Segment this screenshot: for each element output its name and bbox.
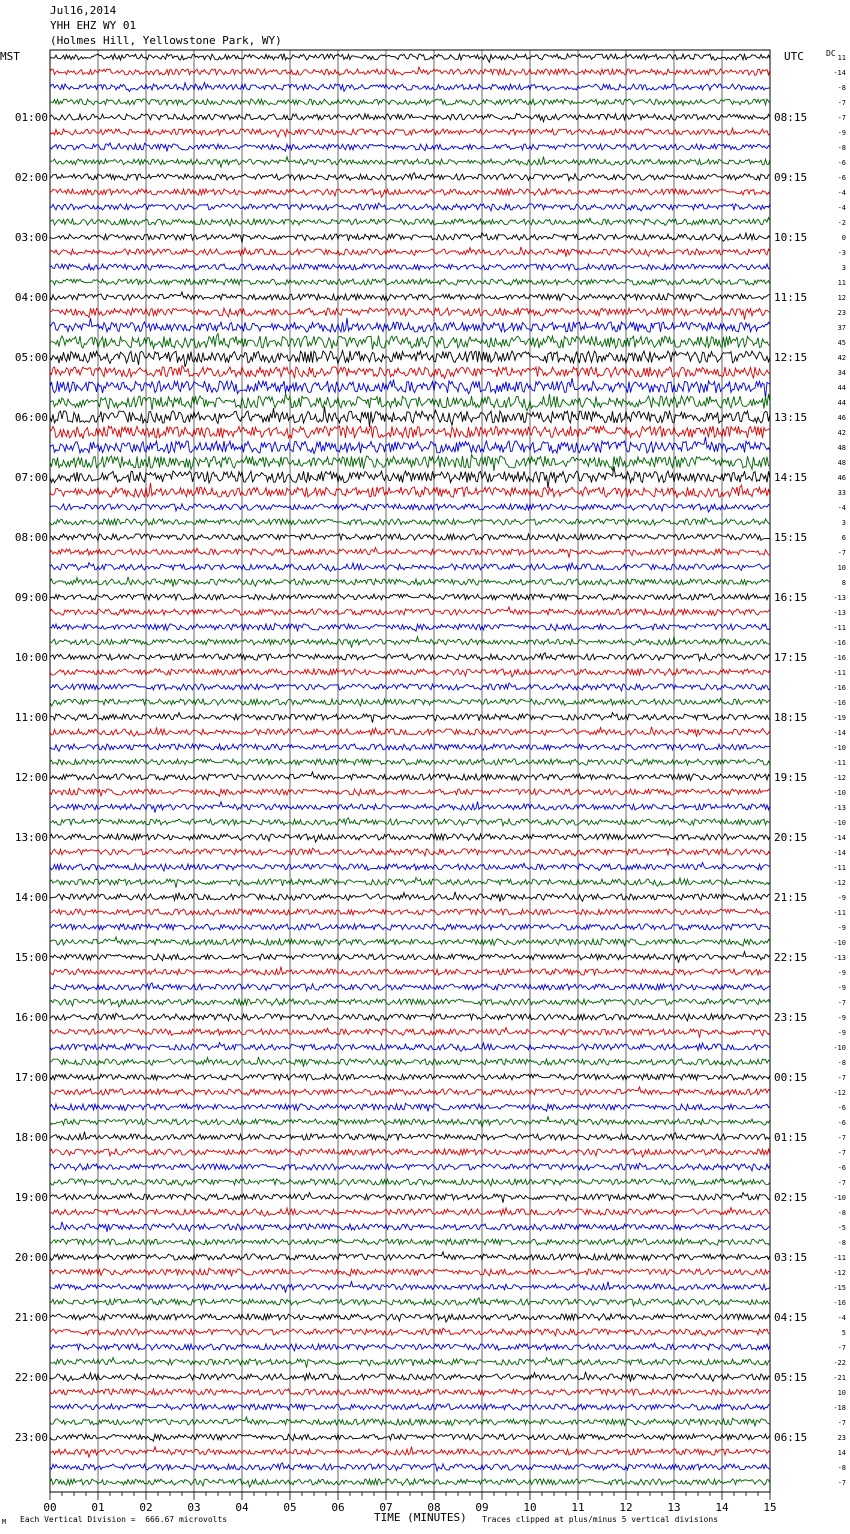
x-tick-label: 04	[235, 1501, 249, 1514]
dc-offset-label: -11	[833, 669, 846, 677]
dc-offset-label: -13	[833, 594, 846, 602]
seismic-trace	[50, 1179, 770, 1186]
seismic-trace	[50, 247, 770, 257]
seismic-trace	[50, 1328, 770, 1336]
left-hour-label: 04:00	[14, 291, 48, 304]
seismic-trace	[50, 143, 770, 152]
left-hour-label: 01:00	[14, 111, 48, 124]
dc-offset-label: -10	[833, 819, 846, 827]
right-hour-label: 06:15	[774, 1431, 808, 1444]
left-hour-label: 16:00	[14, 1011, 48, 1024]
dc-offset-label: -13	[833, 954, 846, 962]
left-hour-label: 05:00	[14, 351, 48, 364]
seismic-trace	[50, 1239, 770, 1245]
dc-offset-label: -16	[833, 1299, 846, 1307]
dc-offset-label: 42	[837, 354, 846, 362]
dc-offset-label: -6	[837, 174, 846, 182]
dc-offset-label: -16	[833, 684, 846, 692]
dc-offset-label: 37	[837, 324, 846, 332]
dc-offset-label: -8	[837, 1059, 846, 1067]
dc-offset-label: -10	[833, 789, 846, 797]
left-hour-label: 03:00	[14, 231, 48, 244]
dc-offset-label: -18	[833, 1404, 846, 1412]
seismic-trace	[50, 1057, 770, 1067]
seismic-trace	[50, 1087, 770, 1095]
x-tick-label: 15	[763, 1501, 777, 1514]
seismic-trace	[50, 318, 770, 332]
dc-offset-label: -21	[833, 1374, 846, 1382]
seismic-trace	[50, 999, 770, 1007]
dc-offset-label: -10	[833, 744, 846, 752]
dc-offset-label: -7	[837, 1344, 846, 1352]
seismic-trace	[50, 1434, 770, 1441]
dc-offset-label: -13	[833, 804, 846, 812]
seismic-trace	[50, 1298, 770, 1306]
seismic-trace	[50, 1358, 770, 1368]
dc-offset-label: -7	[837, 1179, 846, 1187]
dc-offset-label: -6	[837, 1164, 846, 1172]
left-hour-label: 22:00	[14, 1371, 48, 1384]
left-hour-label: 06:00	[14, 411, 48, 424]
left-hour-label: 10:00	[14, 651, 48, 664]
dc-offset-label: 34	[837, 369, 846, 377]
seismic-trace	[50, 818, 770, 826]
seismic-trace	[50, 788, 770, 796]
dc-offset-label: 10	[837, 564, 846, 572]
left-hour-label: 13:00	[14, 831, 48, 844]
right-hour-label: 01:15	[774, 1131, 808, 1144]
dc-offset-label: -11	[833, 1254, 846, 1262]
dc-offset-label: -4	[837, 189, 846, 197]
seismic-trace	[50, 1343, 770, 1351]
dc-offset-label: -14	[833, 834, 846, 842]
dc-offset-label: 12	[837, 294, 846, 302]
x-tick-label: 09	[475, 1501, 489, 1514]
dc-offset-label: 44	[837, 399, 846, 407]
dc-offset-label: -11	[833, 759, 846, 767]
dc-offset-label: 33	[837, 489, 846, 497]
seismic-trace	[50, 1208, 770, 1217]
dc-offset-label: 3	[841, 519, 846, 527]
dc-offset-label: -10	[833, 1194, 846, 1202]
seismic-trace	[50, 534, 770, 541]
dc-offset-label: -8	[837, 144, 846, 152]
seismic-trace	[50, 548, 770, 558]
seismic-trace	[50, 878, 770, 888]
left-hour-label: 09:00	[14, 591, 48, 604]
dc-offset-label: -12	[833, 1089, 846, 1097]
left-hour-label: 02:00	[14, 171, 48, 184]
dc-offset-label: -7	[837, 1149, 846, 1157]
header-location: (Holmes Hill, Yellowstone Park, WY)	[50, 34, 282, 47]
dc-offset-label: -22	[833, 1359, 846, 1367]
seismic-trace	[50, 173, 770, 181]
seismic-trace	[50, 623, 770, 631]
seismic-trace	[50, 308, 770, 320]
seismic-trace	[50, 1389, 770, 1395]
left-hour-label: 21:00	[14, 1311, 48, 1324]
x-tick-label: 08	[427, 1501, 441, 1514]
seismic-trace	[50, 218, 770, 226]
seismic-trace	[50, 1043, 770, 1052]
dc-offset-label: 48	[837, 459, 846, 467]
dc-offset-label: -6	[837, 159, 846, 167]
x-tick-label: 10	[523, 1501, 537, 1514]
dc-offset-label: -7	[837, 1074, 846, 1082]
seismic-trace	[50, 366, 770, 379]
right-hour-label: 00:15	[774, 1071, 808, 1084]
dc-offset-label: 46	[837, 414, 846, 422]
seismic-trace	[50, 1404, 770, 1410]
x-tick-label: 03	[187, 1501, 201, 1514]
dc-offset-label: -16	[833, 654, 846, 662]
seismic-trace	[50, 759, 770, 765]
seismic-trace	[50, 594, 770, 600]
right-hour-label: 08:15	[774, 111, 808, 124]
seismic-trace	[50, 99, 770, 105]
dc-offset-label: -10	[833, 939, 846, 947]
seismic-trace	[50, 1282, 770, 1293]
right-hour-label: 19:15	[774, 771, 808, 784]
dc-offset-label: 44	[837, 384, 846, 392]
right-hour-label: 18:15	[774, 711, 808, 724]
left-hour-label: 19:00	[14, 1191, 48, 1204]
dc-offset-label: 45	[837, 339, 846, 347]
dc-offset-label: 48	[837, 444, 846, 452]
seismic-trace	[50, 351, 770, 367]
footer-mark: M	[2, 1518, 7, 1526]
dc-offset-label: -5	[837, 1224, 846, 1232]
right-hour-label: 02:15	[774, 1191, 808, 1204]
seismic-trace	[50, 518, 770, 525]
seismic-trace	[50, 1252, 770, 1261]
seismic-trace	[50, 1132, 770, 1141]
dc-offset-label: -16	[833, 699, 846, 707]
dc-offset-label: -7	[837, 114, 846, 122]
dc-offset-label: -11	[833, 864, 846, 872]
right-hour-label: 17:15	[774, 651, 808, 664]
seismic-trace	[50, 967, 770, 975]
dc-offset-label: 10	[837, 1389, 846, 1397]
seismic-trace	[50, 279, 770, 285]
left-hour-label: 12:00	[14, 771, 48, 784]
dc-offset-label: -9	[837, 129, 846, 137]
seismic-trace	[50, 924, 770, 930]
dc-offset-label: -7	[837, 999, 846, 1007]
left-timezone-label: MST	[0, 50, 20, 63]
seismic-trace	[50, 713, 770, 723]
dc-offset-label: -9	[837, 894, 846, 902]
seismic-trace	[50, 577, 770, 587]
seismic-trace	[50, 848, 770, 856]
seismic-trace	[50, 653, 770, 661]
dc-offset-label: -11	[833, 624, 846, 632]
right-hour-label: 20:15	[774, 831, 808, 844]
seismic-trace	[50, 669, 770, 677]
dc-offset-label: 23	[837, 1434, 846, 1442]
x-axis-title: TIME (MINUTES)	[374, 1511, 467, 1524]
x-tick-label: 05	[283, 1501, 297, 1514]
dc-offset-label: -9	[837, 1029, 846, 1037]
right-hour-label: 12:15	[774, 351, 808, 364]
right-hour-label: 14:15	[774, 471, 808, 484]
right-hour-label: 22:15	[774, 951, 808, 964]
dc-offset-label: -11	[833, 909, 846, 917]
seismic-trace	[50, 1268, 770, 1276]
seismic-trace	[50, 455, 770, 471]
dc-offset-label: -8	[837, 1464, 846, 1472]
footer-clip: Traces clipped at plus/minus 5 vertical divisions	[482, 1515, 719, 1524]
seismic-trace	[50, 437, 770, 454]
x-tick-label: 06	[331, 1501, 345, 1514]
seismic-trace	[50, 1447, 770, 1458]
dc-offset-label: -14	[833, 849, 846, 857]
seismic-trace	[50, 1163, 770, 1171]
dc-offset-label: 0	[841, 234, 846, 242]
dc-offset-label: -9	[837, 984, 846, 992]
dc-offset-label: -12	[833, 879, 846, 887]
x-tick-label: 12	[619, 1501, 633, 1514]
left-hour-label: 17:00	[14, 1071, 48, 1084]
x-tick-label: 00	[43, 1501, 57, 1514]
dc-header-label: DC	[826, 49, 836, 58]
seismic-trace	[50, 334, 770, 350]
dc-offset-label: 42	[837, 429, 846, 437]
right-hour-label: 21:15	[774, 891, 808, 904]
seismic-trace	[50, 466, 770, 488]
dc-offset-label: -4	[837, 504, 846, 512]
dc-offset-label: 8	[841, 579, 846, 587]
x-tick-label: 13	[667, 1501, 681, 1514]
left-hour-label: 14:00	[14, 891, 48, 904]
seismic-trace	[50, 407, 770, 427]
seismic-trace	[50, 67, 770, 75]
seismic-trace	[50, 128, 770, 137]
dc-offset-label: -12	[833, 774, 846, 782]
seismic-trace	[50, 1479, 770, 1487]
dc-offset-label: -9	[837, 969, 846, 977]
seismic-trace	[50, 54, 770, 63]
seismic-trace	[50, 189, 770, 197]
seismic-trace	[50, 292, 770, 302]
right-hour-label: 11:15	[774, 291, 808, 304]
dc-offset-label: -7	[837, 1134, 846, 1142]
seismic-trace	[50, 727, 770, 737]
dc-offset-label: -9	[837, 1014, 846, 1022]
seismic-trace	[50, 952, 770, 963]
dc-offset-label: -7	[837, 99, 846, 107]
dc-offset-label: -6	[837, 1119, 846, 1127]
right-timezone-label: UTC	[784, 50, 804, 63]
plot-frame	[50, 50, 770, 1492]
seismic-trace	[50, 264, 770, 270]
seismic-trace	[50, 1074, 770, 1080]
dc-offset-label: -10	[833, 1044, 846, 1052]
dc-offset-label: -4	[837, 204, 846, 212]
dc-offset-label: 3	[841, 264, 846, 272]
seismic-trace	[50, 1417, 770, 1427]
seismic-trace	[50, 698, 770, 706]
seismic-trace	[50, 834, 770, 842]
seismic-trace	[50, 1028, 770, 1038]
right-hour-label: 23:15	[774, 1011, 808, 1024]
seismic-trace	[50, 1149, 770, 1157]
seismic-trace	[50, 637, 770, 648]
left-hour-label: 23:00	[14, 1431, 48, 1444]
dc-offset-label: -15	[833, 1284, 846, 1292]
dc-offset-label: -4	[837, 1314, 846, 1322]
dc-offset-label: -19	[833, 714, 846, 722]
dc-offset-label: 5	[841, 1329, 846, 1337]
left-hour-label: 20:00	[14, 1251, 48, 1264]
seismic-trace	[50, 393, 770, 410]
right-hour-label: 10:15	[774, 231, 808, 244]
seismic-trace	[50, 892, 770, 902]
seismic-trace	[50, 1372, 770, 1382]
dc-offset-label: -3	[837, 249, 846, 257]
seismic-trace	[50, 233, 770, 243]
dc-offset-label: -9	[837, 924, 846, 932]
seismic-trace	[50, 157, 770, 168]
seismic-trace	[50, 937, 770, 947]
seismic-trace	[50, 983, 770, 991]
dc-offset-label: -6	[837, 1104, 846, 1112]
seismic-trace	[50, 1314, 770, 1322]
dc-offset-label: 11	[837, 279, 846, 287]
seismic-trace	[50, 113, 770, 121]
right-hour-label: 04:15	[774, 1311, 808, 1324]
seismic-trace	[50, 1222, 770, 1232]
seismic-trace	[50, 1193, 770, 1203]
dc-offset-label: -14	[833, 69, 846, 77]
seismic-trace	[50, 1117, 770, 1128]
dc-offset-label: 23	[837, 309, 846, 317]
seismic-trace	[50, 563, 770, 572]
dc-offset-label: 14	[837, 1449, 846, 1457]
x-tick-label: 14	[715, 1501, 729, 1514]
x-tick-label: 01	[91, 1501, 105, 1514]
seismic-trace	[50, 1013, 770, 1021]
seismic-trace	[50, 607, 770, 616]
seismic-trace	[50, 1103, 770, 1111]
left-hour-label: 11:00	[14, 711, 48, 724]
seismic-trace	[50, 802, 770, 813]
seismic-trace	[50, 683, 770, 691]
dc-offset-label: -8	[837, 84, 846, 92]
x-tick-label: 07	[379, 1501, 393, 1514]
dc-offset-label: -7	[837, 549, 846, 557]
seismic-trace	[50, 504, 770, 512]
seismic-trace	[50, 909, 770, 915]
seismic-trace	[50, 863, 770, 871]
seismic-trace	[50, 744, 770, 751]
dc-offset-label: -12	[833, 1269, 846, 1277]
dc-offset-label: -7	[837, 1479, 846, 1487]
right-hour-label: 15:15	[774, 531, 808, 544]
dc-offset-label: -2	[837, 219, 846, 227]
seismic-trace	[50, 83, 770, 92]
dc-offset-label: -16	[833, 639, 846, 647]
right-hour-label: 05:15	[774, 1371, 808, 1384]
dc-offset-label: -14	[833, 729, 846, 737]
seismic-trace	[50, 203, 770, 211]
right-hour-label: 09:15	[774, 171, 808, 184]
seismic-trace	[50, 1463, 770, 1471]
dc-offset-label: 6	[841, 534, 846, 542]
dc-offset-label: 11	[837, 54, 846, 62]
footer-scale: Each Vertical Division = 666.67 microvolts	[20, 1515, 228, 1524]
seismic-trace	[50, 426, 770, 439]
right-hour-label: 03:15	[774, 1251, 808, 1264]
seismic-trace	[50, 378, 770, 398]
left-hour-label: 07:00	[14, 471, 48, 484]
x-tick-label: 02	[139, 1501, 153, 1514]
left-hour-label: 15:00	[14, 951, 48, 964]
right-hour-label: 16:15	[774, 591, 808, 604]
dc-offset-label: -7	[837, 1419, 846, 1427]
header-station: YHH EHZ WY 01	[50, 19, 137, 32]
seismic-trace	[50, 772, 770, 781]
left-hour-label: 18:00	[14, 1131, 48, 1144]
dc-offset-label: -13	[833, 609, 846, 617]
left-hour-label: 08:00	[14, 531, 48, 544]
dc-offset-label: -8	[837, 1209, 846, 1217]
dc-offset-label: 46	[837, 474, 846, 482]
dc-offset-label: -8	[837, 1239, 846, 1247]
x-tick-label: 11	[571, 1501, 585, 1514]
header-date: Jul16,2014	[50, 4, 117, 17]
right-hour-label: 13:15	[774, 411, 808, 424]
seismic-trace	[50, 483, 770, 498]
